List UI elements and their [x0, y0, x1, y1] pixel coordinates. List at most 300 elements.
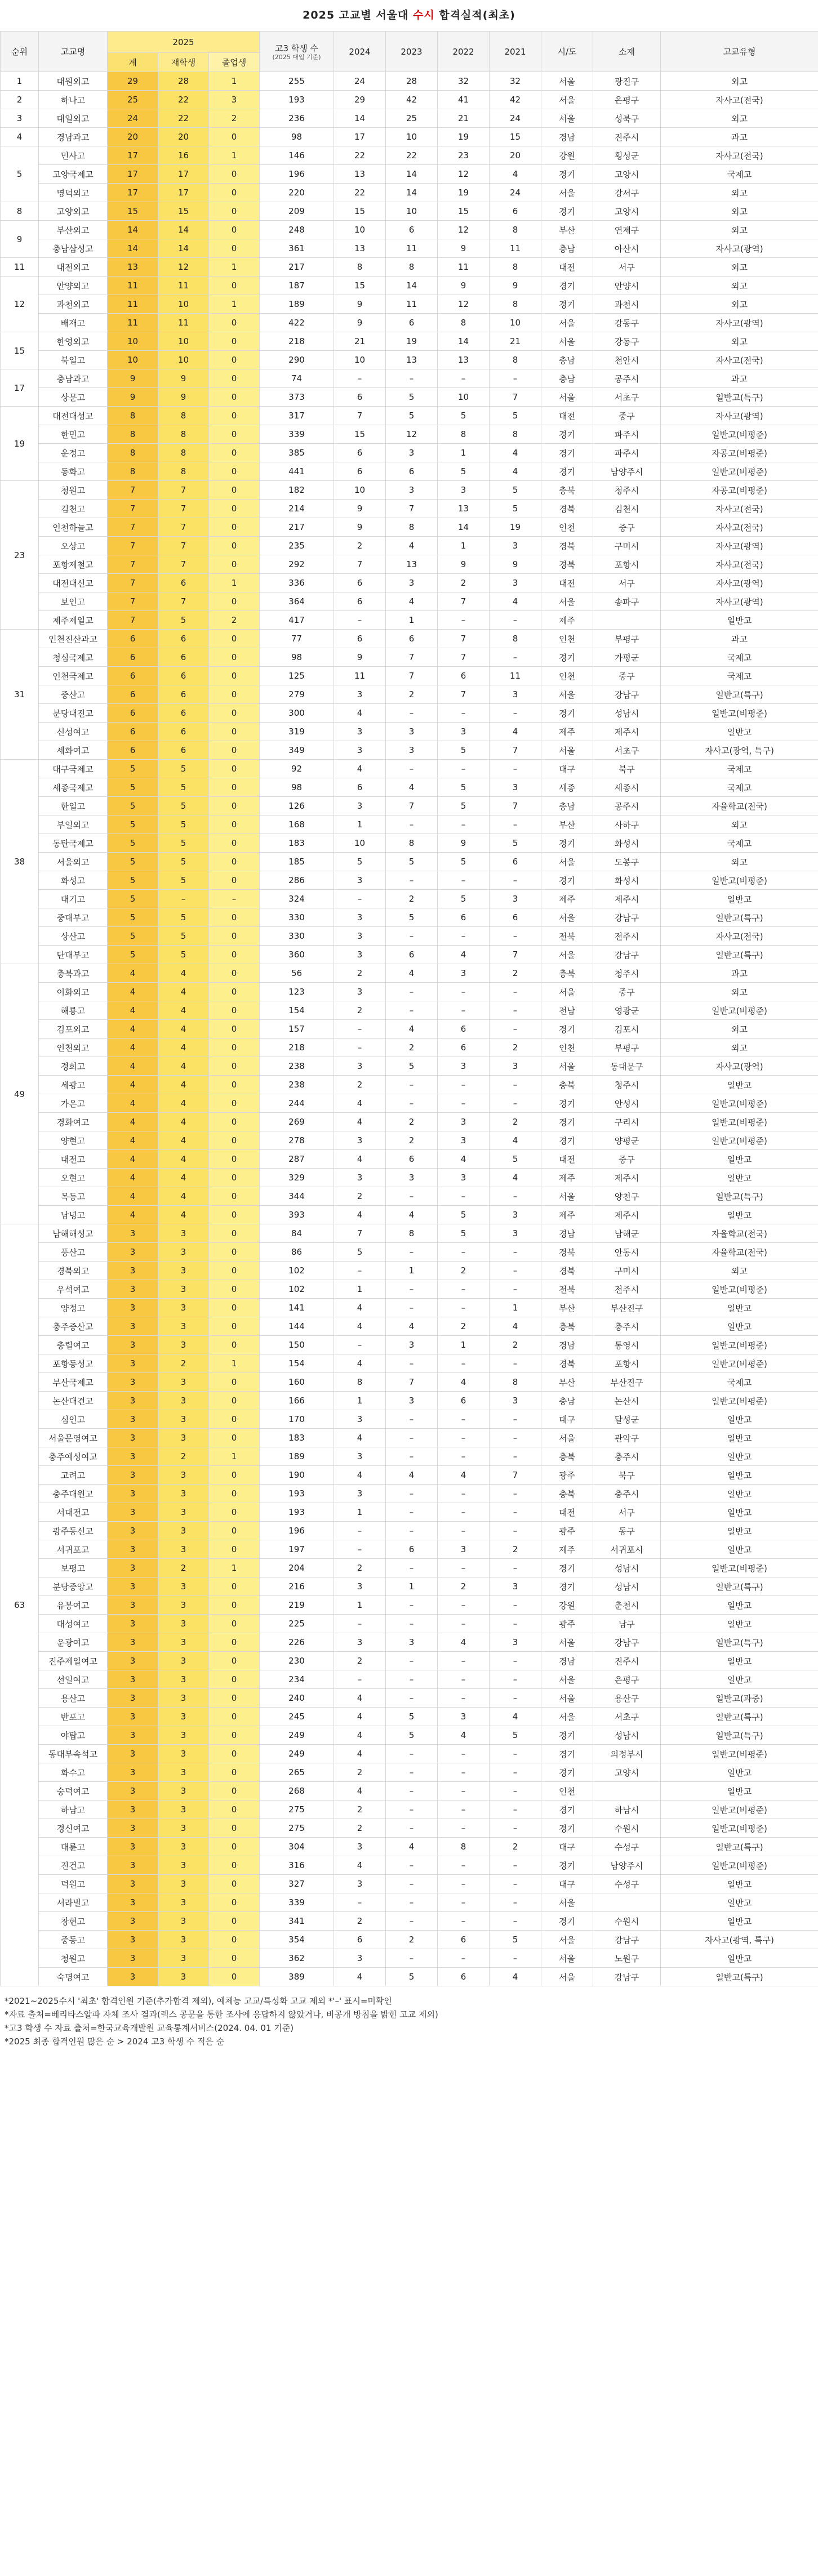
students-cell: 275: [260, 1819, 334, 1838]
y2024-cell: 1: [334, 1596, 386, 1615]
y2023-cell: 5: [386, 407, 438, 425]
type-cell: 국제고: [661, 1373, 818, 1392]
table-row: [1, 72, 818, 91]
y2022-cell: –: [438, 760, 490, 778]
students-cell: 330: [260, 927, 334, 946]
location-cell: 수원시: [593, 1819, 661, 1838]
y2022-cell: 6: [438, 1968, 490, 1986]
total-cell: 3: [108, 1317, 158, 1336]
header-school: 고교명: [39, 32, 108, 72]
current-cell: 8: [158, 407, 209, 425]
table-row: [1, 407, 818, 425]
grad-cell: 0: [209, 983, 260, 1001]
y2022-cell: –: [438, 1763, 490, 1782]
school-cell: 배재고: [39, 314, 108, 332]
school-cell: 단대부고: [39, 946, 108, 964]
grad-cell: 0: [209, 1912, 260, 1931]
y2021-cell: –: [490, 1615, 541, 1633]
header-students-label: 고3 학생 수: [274, 43, 319, 54]
location-cell: 동대문구: [593, 1057, 661, 1076]
title-highlight: 수시: [413, 9, 435, 21]
y2024-cell: 15: [334, 425, 386, 444]
y2024-cell: 15: [334, 277, 386, 295]
grad-cell: –: [209, 890, 260, 908]
y2023-cell: –: [386, 1615, 438, 1633]
school-cell: 목동고: [39, 1187, 108, 1206]
region-cell: 서울: [541, 1057, 593, 1076]
location-cell: 강남구: [593, 1633, 661, 1652]
y2022-cell: 8: [438, 425, 490, 444]
current-cell: 3: [158, 1838, 209, 1856]
students-cell: 360: [260, 946, 334, 964]
current-cell: 10: [158, 332, 209, 351]
current-cell: 3: [158, 1373, 209, 1392]
table-row: [1, 1243, 818, 1262]
y2024-cell: 10: [334, 221, 386, 239]
y2021-cell: –: [490, 1001, 541, 1020]
y2023-cell: –: [386, 1280, 438, 1299]
region-cell: 서울: [541, 72, 593, 91]
grad-cell: 0: [209, 555, 260, 574]
location-cell: 성남시: [593, 1577, 661, 1596]
type-cell: 과고: [661, 369, 818, 388]
location-cell: 관악구: [593, 1429, 661, 1447]
students-cell: 160: [260, 1373, 334, 1392]
type-cell: 일반고: [661, 1893, 818, 1912]
table-row: [1, 1466, 818, 1485]
region-cell: 충북: [541, 1076, 593, 1094]
current-cell: 5: [158, 797, 209, 815]
y2022-cell: 14: [438, 332, 490, 351]
location-cell: 용산구: [593, 1689, 661, 1708]
school-cell: 중산고: [39, 685, 108, 704]
grad-cell: 0: [209, 1503, 260, 1522]
table-row: [1, 1670, 818, 1689]
location-cell: 제주시: [593, 890, 661, 908]
total-cell: 4: [108, 1169, 158, 1187]
students-cell: 216: [260, 1577, 334, 1596]
table-row: [1, 1782, 818, 1800]
current-cell: 6: [158, 741, 209, 760]
students-cell: 248: [260, 221, 334, 239]
y2021-cell: –: [490, 1503, 541, 1522]
y2022-cell: –: [438, 1485, 490, 1503]
y2022-cell: 8: [438, 1838, 490, 1856]
type-cell: 자공고(비평준): [661, 444, 818, 462]
region-cell: 서울: [541, 91, 593, 109]
grad-cell: 0: [209, 462, 260, 481]
y2024-cell: –: [334, 1522, 386, 1540]
location-cell: 강남구: [593, 1968, 661, 1986]
y2021-cell: 4: [490, 1708, 541, 1726]
table-row: [1, 1299, 818, 1317]
total-cell: 3: [108, 1503, 158, 1522]
rank-cell: 63: [1, 1224, 39, 1986]
type-cell: 외고: [661, 332, 818, 351]
type-cell: 일반고(특구): [661, 1838, 818, 1856]
type-cell: 일반고: [661, 1875, 818, 1893]
y2024-cell: 1: [334, 1280, 386, 1299]
y2024-cell: 4: [334, 1150, 386, 1169]
region-cell: 제주: [541, 1540, 593, 1559]
current-cell: 11: [158, 314, 209, 332]
y2022-cell: 6: [438, 667, 490, 685]
y2023-cell: 3: [386, 481, 438, 500]
type-cell: 국제고: [661, 667, 818, 685]
total-cell: 6: [108, 741, 158, 760]
current-cell: 3: [158, 1280, 209, 1299]
y2021-cell: –: [490, 983, 541, 1001]
rank-cell: 2: [1, 91, 39, 109]
region-cell: 경기: [541, 1559, 593, 1577]
current-cell: 5: [158, 871, 209, 890]
current-cell: 3: [158, 1299, 209, 1317]
school-cell: 상산고: [39, 927, 108, 946]
region-cell: 대전: [541, 1503, 593, 1522]
y2022-cell: 12: [438, 221, 490, 239]
table-row: [1, 221, 818, 239]
type-cell: 일반고: [661, 723, 818, 741]
y2023-cell: 5: [386, 1726, 438, 1745]
students-cell: 193: [260, 1485, 334, 1503]
y2021-cell: 4: [490, 1968, 541, 1986]
students-cell: 102: [260, 1262, 334, 1280]
y2024-cell: –: [334, 1893, 386, 1912]
total-cell: 6: [108, 648, 158, 667]
region-cell: 서울: [541, 1689, 593, 1708]
location-cell: 수성구: [593, 1875, 661, 1893]
table-row: [1, 1039, 818, 1057]
region-cell: 제주: [541, 723, 593, 741]
region-cell: 경북: [541, 1243, 593, 1262]
region-cell: 경남: [541, 1336, 593, 1354]
y2022-cell: –: [438, 1782, 490, 1800]
table-row: [1, 964, 818, 983]
y2024-cell: 9: [334, 518, 386, 537]
y2024-cell: 7: [334, 1224, 386, 1243]
grad-cell: 0: [209, 407, 260, 425]
location-cell: 강남구: [593, 1931, 661, 1949]
grad-cell: 0: [209, 1243, 260, 1262]
table-row: [1, 1280, 818, 1299]
y2024-cell: 22: [334, 184, 386, 202]
school-cell: 대전외고: [39, 258, 108, 277]
students-cell: 330: [260, 908, 334, 927]
grad-cell: 1: [209, 72, 260, 91]
y2022-cell: 41: [438, 91, 490, 109]
y2022-cell: –: [438, 1856, 490, 1875]
school-cell: 해룡고: [39, 1001, 108, 1020]
y2022-cell: 5: [438, 797, 490, 815]
type-cell: 자율학교(전국): [661, 1243, 818, 1262]
region-cell: 경기: [541, 425, 593, 444]
y2023-cell: –: [386, 1763, 438, 1782]
table-row: [1, 1503, 818, 1522]
location-cell: 청주시: [593, 481, 661, 500]
location-cell: 부평구: [593, 630, 661, 648]
location-cell: 고양시: [593, 165, 661, 184]
students-cell: 183: [260, 834, 334, 853]
y2022-cell: –: [438, 871, 490, 890]
students-cell: 84: [260, 1224, 334, 1243]
y2023-cell: 5: [386, 853, 438, 871]
y2021-cell: –: [490, 1652, 541, 1670]
total-cell: 17: [108, 165, 158, 184]
total-cell: 14: [108, 221, 158, 239]
y2023-cell: 3: [386, 1336, 438, 1354]
y2021-cell: 3: [490, 1224, 541, 1243]
students-cell: 126: [260, 797, 334, 815]
table-row: [1, 1931, 818, 1949]
current-cell: 9: [158, 388, 209, 407]
students-cell: 141: [260, 1299, 334, 1317]
y2024-cell: 4: [334, 1429, 386, 1447]
school-cell: 세종국제고: [39, 778, 108, 797]
grad-cell: 0: [209, 1187, 260, 1206]
type-cell: 일반고(비평준): [661, 704, 818, 723]
region-cell: 서울: [541, 946, 593, 964]
school-cell: 대전대성고: [39, 407, 108, 425]
total-cell: 7: [108, 481, 158, 500]
school-cell: 서울외고: [39, 853, 108, 871]
y2022-cell: 4: [438, 1726, 490, 1745]
location-cell: 서귀포시: [593, 1540, 661, 1559]
total-cell: 3: [108, 1577, 158, 1596]
y2023-cell: –: [386, 760, 438, 778]
school-cell: 고려고: [39, 1466, 108, 1485]
region-cell: 광주: [541, 1615, 593, 1633]
table-row: [1, 704, 818, 723]
y2022-cell: 5: [438, 890, 490, 908]
students-cell: 269: [260, 1113, 334, 1131]
y2024-cell: 4: [334, 760, 386, 778]
table-row: [1, 648, 818, 667]
y2024-cell: 6: [334, 444, 386, 462]
total-cell: 7: [108, 574, 158, 592]
y2022-cell: 2: [438, 1577, 490, 1596]
grad-cell: 0: [209, 1838, 260, 1856]
table-row: [1, 797, 818, 815]
school-cell: 충주예성여고: [39, 1447, 108, 1466]
total-cell: 3: [108, 1652, 158, 1670]
y2023-cell: 28: [386, 72, 438, 91]
grad-cell: 0: [209, 1076, 260, 1094]
y2024-cell: 3: [334, 1949, 386, 1968]
table-row: [1, 1968, 818, 1986]
location-cell: 제주시: [593, 723, 661, 741]
type-cell: 자사고(광역): [661, 574, 818, 592]
results-table: [0, 31, 818, 1986]
current-cell: 3: [158, 1243, 209, 1262]
y2021-cell: 6: [490, 908, 541, 927]
y2024-cell: 2: [334, 1001, 386, 1020]
y2024-cell: 3: [334, 946, 386, 964]
students-cell: 217: [260, 258, 334, 277]
y2024-cell: 7: [334, 407, 386, 425]
header-2024: 2024: [334, 32, 386, 72]
y2022-cell: –: [438, 1912, 490, 1931]
table-row: [1, 685, 818, 704]
region-cell: 서울: [541, 908, 593, 927]
students-cell: 292: [260, 555, 334, 574]
total-cell: 20: [108, 128, 158, 146]
region-cell: 대구: [541, 760, 593, 778]
total-cell: 6: [108, 630, 158, 648]
grad-cell: 0: [209, 815, 260, 834]
y2024-cell: 7: [334, 555, 386, 574]
grad-cell: 0: [209, 277, 260, 295]
current-cell: 3: [158, 1596, 209, 1615]
y2023-cell: 14: [386, 184, 438, 202]
current-cell: 7: [158, 481, 209, 500]
current-cell: 14: [158, 221, 209, 239]
students-cell: 279: [260, 685, 334, 704]
current-cell: 3: [158, 1856, 209, 1875]
grad-cell: 1: [209, 258, 260, 277]
current-cell: 11: [158, 277, 209, 295]
region-cell: 경기: [541, 1800, 593, 1819]
school-cell: 서대전고: [39, 1503, 108, 1522]
y2023-cell: –: [386, 1745, 438, 1763]
school-cell: 대전대신고: [39, 574, 108, 592]
students-cell: 74: [260, 369, 334, 388]
total-cell: 4: [108, 1094, 158, 1113]
y2023-cell: –: [386, 1354, 438, 1373]
location-cell: 광진구: [593, 72, 661, 91]
region-cell: 경기: [541, 871, 593, 890]
region-cell: 제주: [541, 1206, 593, 1224]
y2023-cell: 7: [386, 500, 438, 518]
table-row: [1, 1633, 818, 1652]
y2022-cell: –: [438, 1596, 490, 1615]
students-cell: 185: [260, 853, 334, 871]
grad-cell: 0: [209, 1968, 260, 1986]
current-cell: 4: [158, 1113, 209, 1131]
current-cell: 3: [158, 1522, 209, 1540]
y2022-cell: 1: [438, 444, 490, 462]
location-cell: 강동구: [593, 332, 661, 351]
grad-cell: 0: [209, 1113, 260, 1131]
y2021-cell: 1: [490, 1299, 541, 1317]
grad-cell: 0: [209, 1057, 260, 1076]
school-cell: 세화여고: [39, 741, 108, 760]
total-cell: 3: [108, 1689, 158, 1708]
y2023-cell: 4: [386, 964, 438, 983]
table-row: [1, 1949, 818, 1968]
y2024-cell: 2: [334, 1800, 386, 1819]
grad-cell: 0: [209, 1317, 260, 1336]
location-cell: 화성시: [593, 834, 661, 853]
y2021-cell: 3: [490, 1057, 541, 1076]
y2024-cell: 2: [334, 964, 386, 983]
y2022-cell: –: [438, 1447, 490, 1466]
location-cell: 성남시: [593, 1559, 661, 1577]
total-cell: 5: [108, 778, 158, 797]
y2023-cell: 6: [386, 630, 438, 648]
grad-cell: 0: [209, 1224, 260, 1243]
type-cell: 일반고: [661, 1763, 818, 1782]
type-cell: 일반고: [661, 1652, 818, 1670]
y2021-cell: 2: [490, 1039, 541, 1057]
region-cell: 경기: [541, 1577, 593, 1596]
total-cell: 4: [108, 1131, 158, 1150]
total-cell: 4: [108, 1039, 158, 1057]
grad-cell: 0: [209, 1782, 260, 1800]
students-cell: 182: [260, 481, 334, 500]
region-cell: 인천: [541, 1782, 593, 1800]
total-cell: 3: [108, 1280, 158, 1299]
current-cell: 3: [158, 1652, 209, 1670]
school-cell: 상문고: [39, 388, 108, 407]
type-cell: 일반고(과중): [661, 1689, 818, 1708]
grad-cell: 1: [209, 1447, 260, 1466]
y2023-cell: 5: [386, 908, 438, 927]
current-cell: 3: [158, 1763, 209, 1782]
students-cell: 240: [260, 1689, 334, 1708]
region-cell: 경기: [541, 1726, 593, 1745]
y2023-cell: 4: [386, 778, 438, 797]
table-row: [1, 1392, 818, 1410]
current-cell: 7: [158, 592, 209, 611]
location-cell: 중구: [593, 667, 661, 685]
table-row: [1, 1912, 818, 1931]
school-cell: 풍산고: [39, 1243, 108, 1262]
region-cell: 충남: [541, 351, 593, 369]
students-cell: 204: [260, 1559, 334, 1577]
table-row: [1, 1745, 818, 1763]
total-cell: 3: [108, 1410, 158, 1429]
students-cell: 441: [260, 462, 334, 481]
current-cell: 3: [158, 1410, 209, 1429]
current-cell: 3: [158, 1745, 209, 1763]
y2022-cell: –: [438, 1094, 490, 1113]
total-cell: 7: [108, 555, 158, 574]
y2024-cell: 2: [334, 1652, 386, 1670]
current-cell: 3: [158, 1708, 209, 1726]
y2023-cell: 4: [386, 537, 438, 555]
total-cell: 3: [108, 1540, 158, 1559]
total-cell: 3: [108, 1819, 158, 1838]
y2021-cell: 32: [490, 72, 541, 91]
region-cell: 서울: [541, 1187, 593, 1206]
current-cell: 4: [158, 1169, 209, 1187]
type-cell: 일반고(비평준): [661, 1094, 818, 1113]
region-cell: 경기: [541, 1763, 593, 1782]
region-cell: 서울: [541, 1429, 593, 1447]
grad-cell: 0: [209, 184, 260, 202]
students-cell: 349: [260, 741, 334, 760]
region-cell: 서울: [541, 685, 593, 704]
current-cell: 3: [158, 1726, 209, 1745]
table-row: [1, 1689, 818, 1708]
table-row: [1, 1596, 818, 1615]
table-row: [1, 1540, 818, 1559]
region-cell: 경기: [541, 1113, 593, 1131]
y2023-cell: 8: [386, 1224, 438, 1243]
y2021-cell: –: [490, 1745, 541, 1763]
type-cell: 일반고(특구): [661, 388, 818, 407]
y2021-cell: –: [490, 1187, 541, 1206]
y2022-cell: 12: [438, 165, 490, 184]
total-cell: 3: [108, 1224, 158, 1243]
y2023-cell: –: [386, 1447, 438, 1466]
location-cell: 중구: [593, 1150, 661, 1169]
y2022-cell: –: [438, 369, 490, 388]
y2023-cell: –: [386, 1670, 438, 1689]
current-cell: 7: [158, 537, 209, 555]
y2024-cell: 3: [334, 1577, 386, 1596]
y2021-cell: –: [490, 1782, 541, 1800]
